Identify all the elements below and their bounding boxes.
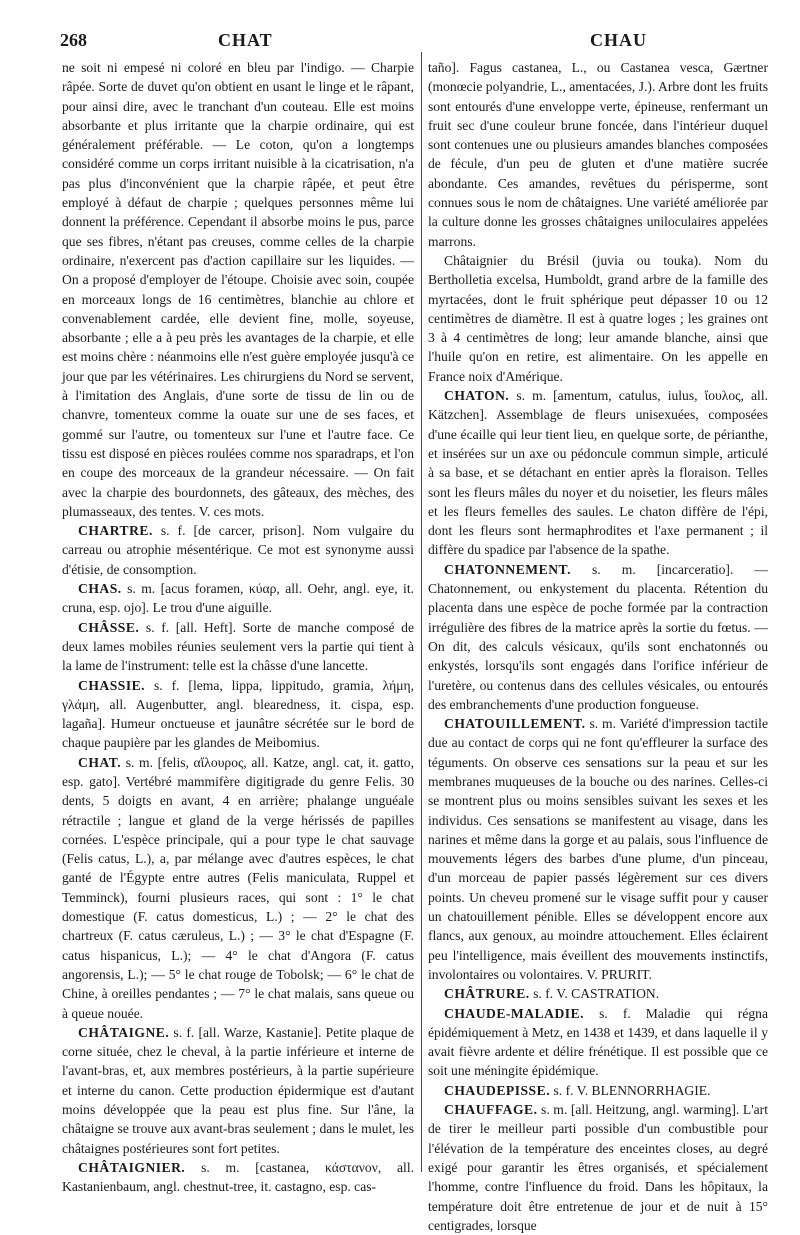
entry-chatrure: CHÂTRURE. s. f. V. CASTRATION. xyxy=(444,986,660,1002)
entry-headword: CHASSIE. xyxy=(78,677,146,693)
entry-headword: CHATON. xyxy=(444,388,510,404)
right-running-headword: CHAU xyxy=(590,30,647,50)
entry-chaude-maladie: CHAUDE-MALADIE. s. f. Maladie qui régna épidémiquement à Metz, en 1438 et 1439, et dans laquelle il y avait fièvre ardente et délire frénétique. Il est possible que ce soit une méningite épidémique. xyxy=(428,1005,768,1079)
entry-continuation: ne soit ni empesé ni coloré en bleu par l'indigo. — Charpie râpée. Sorte de duvet qu'on obtient en usant le linge et le râpant, pour ainsi dire, avec le tranchant d'un couteau. Elle est moins absorbante et plus irritante que la charpie ordinaire, qui est généralement préférable. — Le coton, qu'on a longtemps considéré comme un corps irritant nuisible à la cicatrisation, n'a pas plus d'inconvénient que la charpie râpée, et peut être employé à défaut de charpie ; quelques personnes même lui donnent la préférence. Cependant il absorbe moins le pus, parce que ses fibres, n'étant pas creuses, comme celles de la charpie ordinaire, n'exercent pas d'action capillaire sur les liquides. — On a proposé d'employer de l'étoupe. Choisie avec soin, coupée en morceaux longs de 16 centimètres, blanchie au chlore et convenablement cardée, elle devient fine, molle, soyeuse, absorbante ; elle a à peu près les avantages de la charpie, et elle est moins chère : néanmoins elle n'est guère employée jusqu'à ce jour que par les vétérinaires. Les chirurgiens du Nord se servent, à l'imitation des Anglais, d'une sorte de tissu de lin ou de chanvre, tomenteux comme la ouate sur une de ses faces, et gommé sur l'autre, ou tomenteux sur l'une et l'autre face. Ce tissu est disposé en pièces roulées comme nos sparadraps, et l'on en coupe des morceaux de la grandeur nécessaire. — On fait avec la charpie des bourdonnets, des gâteaux, des mèches, des plumasseaux, des tentes. V. ces mots. xyxy=(62,60,414,519)
entry-chauffage: CHAUFFAGE. s. m. [all. Heitzung, angl. warming]. L'art de tirer le meilleur parti possible d'un combustible pour l'élévation de la température des enceintes closes, au degré exigé pour garantir les êtres organisés, et spécialement l'homme, contre l'influence du froid. Dans les hôpitaux, la température doit être entretenue de jour et de nuit à 15° centigrades, lorsque xyxy=(428,1102,768,1233)
column-divider xyxy=(421,52,422,1172)
entry-chatonnement: CHATONNEMENT. s. m. [incarceratio]. — Chatonnement, ou enkystement du placenta. Rétention du placenta dans une espèce de poche formée par la contraction irrégulière des fibres de la matrice après la sortie du fœtus. — On dit, des calculs vésicaux, qu'ils sont enchatonnés ou enkystés, lorsqu'ils sont engagés dans l'orifice inférieur de l'uretère, ou contenus dans des cellules vésicales, ou entourés des embranchements d'une production fongueuse. xyxy=(428,561,768,712)
entry-chataignier: CHÂTAIGNIER. s. m. [castanea, κάστανον, all. Kastanienbaum, angl. chestnut-tree, it. castagno, esp. cas- xyxy=(62,1159,414,1195)
entry-headword: CHATOUILLEMENT. xyxy=(444,716,586,732)
entry-continuation: taño]. Fagus castanea, L., ou Castanea vesca, Gærtner (monœcie polyandrie, L., amentacées, J.). Arbre dont les fruits sont entourés d'une enveloppe verte, épineuse, renfermant un fruit sec d'une couleur brune foncée, dans l'intérieur duquel sont contenues une ou plusieurs amandes blanches composées de fécule, d'un peu de gluten et d'une matière sucrée abondante. Ces amandes, revêtues du périsperme, sont connues sous le nom de châtaignes. Une variété améliorée par la culture donne les grosses châtaignes uniloculaires appelées marrons. xyxy=(428,60,768,249)
entry-headword: CHAT. xyxy=(78,754,122,770)
entry-headword: CHÂTRURE. xyxy=(444,986,530,1002)
entry-chatouillement: CHATOUILLEMENT. s. m. Variété d'impression tactile due au contact de corps qui ne font qu'effleurer la surface des téguments. On observe ces sensations sur la peau et sur les membranes muqueuses de la bouche ou des narines. Celles-ci se montrent plus ou moins sensibles suivant les sexes et les individus. Ces sensations se manifestent au visage, dans les narines et même dans la gorge et au palais, sous l'influence de mouvements légers des barbes d'une plume, d'un pinceau, d'un morceau de papier passés légèrement sur ces divers points. Un cheveu promené sur le visage suffit pour y causer un chatouillement pénible. Elles se développent encore aux flancs, aux genoux, au moindre attouchement. Elles éclairent peu l'intelligence, mais éveillent des mouvements instinctifs, involontaires ou volontaires. V. PRURIT. xyxy=(428,716,768,982)
entry-headword: CHAUDE-MALADIE. xyxy=(444,1005,585,1021)
entry-chassie: CHASSIE. s. f. [lema, lippa, lippitudo, gramia, λήμη, γλάμη, all. Augenbutter, angl. blearedness, it. cispa, esp. lagaña]. Humeur onctueuse et jaunâtre sécrétée sur le bord de chaque paupière par les glandes de Meibomius. xyxy=(62,677,414,751)
entry-headword: CHÂTAIGNE. xyxy=(78,1024,170,1040)
page-number: 268 xyxy=(60,30,87,50)
left-running-headword: CHAT xyxy=(218,30,273,50)
entry-headword: CHAUFFAGE. xyxy=(444,1102,538,1118)
entry-headword: CHAUDEPISSE. xyxy=(444,1082,551,1098)
entry-chaton: CHATON. s. m. [amentum, catulus, iulus, ἴουλος, all. Kätzchen]. Assemblage de fleurs unisexuées, composées d'une écaille qui leur tient lieu, en quelque sorte, de périanthe, et insérées sur un axe ou pédoncule commun simple, articulé à sa base, et se détachant en entier après la floraison. Telles sont les fleurs mâles du noyer et du noisetier, les fleurs mâles et les fleurs femelles des saules. Le chaton diffère de l'épi, dont les fleurs sont hermaphrodites et l'axe permanent ; il diffère du spadice par l'absence de la spathe. xyxy=(428,388,768,558)
entry-chasse: CHÂSSE. s. f. [all. Heft]. Sorte de manche composé de deux lames mobiles réunies seulement vers la partie qui tient à la lame de l'instrument: telle est la châsse d'une lancette. xyxy=(62,619,414,674)
entry-subsense-bresil: Châtaignier du Brésil (juvia ou touka). Nom du Bertholletia excelsa, Humboldt, grand arbre de la famille des myrtacées, dont le fruit sphérique peut dépasser 10 ou 12 centimètres de diamètre. Il est à quatre loges ; les graines ont 3 à 4 centimètres de long; leur amande blanche, ainsi que l'huile qu'on en retire, est alimentaire. On les appelle en France noix d'Amérique. xyxy=(428,252,768,384)
entry-headword: CHATONNEMENT. xyxy=(444,561,571,577)
entry-headword: CHÂSSE. xyxy=(78,619,140,635)
left-column xyxy=(62,58,414,1197)
entry-chas: CHAS. s. m. [acus foramen, κύαρ, all. Oehr, angl. eye, it. cruna, esp. ojo]. Le trou d'une aiguille. xyxy=(62,581,414,616)
right-column xyxy=(428,58,768,1235)
entry-chat: CHAT. s. m. [felis, αἴλουρος, all. Katze, angl. cat, it. gatto, esp. gato]. Vertébré mammifère digitigrade du genre Felis. 30 dents, 5 doigts en avant, 4 en arrière; phalange unguéale rétractile ; langue et gland de la verge hérissés de papilles cornées. L'espèce principale, qui a pour type le chat sauvage (Felis catus, L.), a, par mélange avec d'autres espèces, le chat ganté de l'Égypte entre autres (Felis maniculata, Ruppel et Temminck), fourni plusieurs races, qui sont : 1° le chat domestique (F. catus domesticus, L.) ; — 2° le chat des chartreux (F. catus cæruleus, L.) ; — 3° le chat d'Espagne (F. catus hispanicus, L.); — 4° le chat d'Angora (F. catus angorensis, L.); — 5° le chat rouge de Tobolsk; — 6° le chat de Chine, à oreilles pendantes ; — 7° le chat malais, sans queue ou à queue nouée. xyxy=(62,754,414,1021)
entry-headword: CHARTRE. xyxy=(78,523,153,539)
entry-headword: CHÂTAIGNIER. xyxy=(78,1159,186,1175)
entry-headword: CHAS. xyxy=(78,581,122,597)
entry-chartre: CHARTRE. s. f. [de carcer, prison]. Nom vulgaire du carreau ou atrophie mésentérique. Ce mot est synonyme aussi d'étisie, de consomption. xyxy=(62,523,414,577)
entry-chaudepisse: CHAUDEPISSE. s. f. V. BLENNORRHAGIE. xyxy=(444,1082,711,1098)
entry-chataigne: CHÂTAIGNE. s. f. [all. Warze, Kastanie]. Petite plaque de corne située, chez le cheval, à la partie inférieure et interne de l'avant-bras, et, aux membres postérieurs, à la partie supérieure et interne du canon. Cette production épidermique est d'autant moins développée que la peau est plus fine. Sur l'âne, la châtaigne se trouve aux avant-bras seulement ; dans le mulet, les châtaignes postérieures sont fort petites. xyxy=(62,1024,414,1156)
page-header xyxy=(60,30,770,54)
